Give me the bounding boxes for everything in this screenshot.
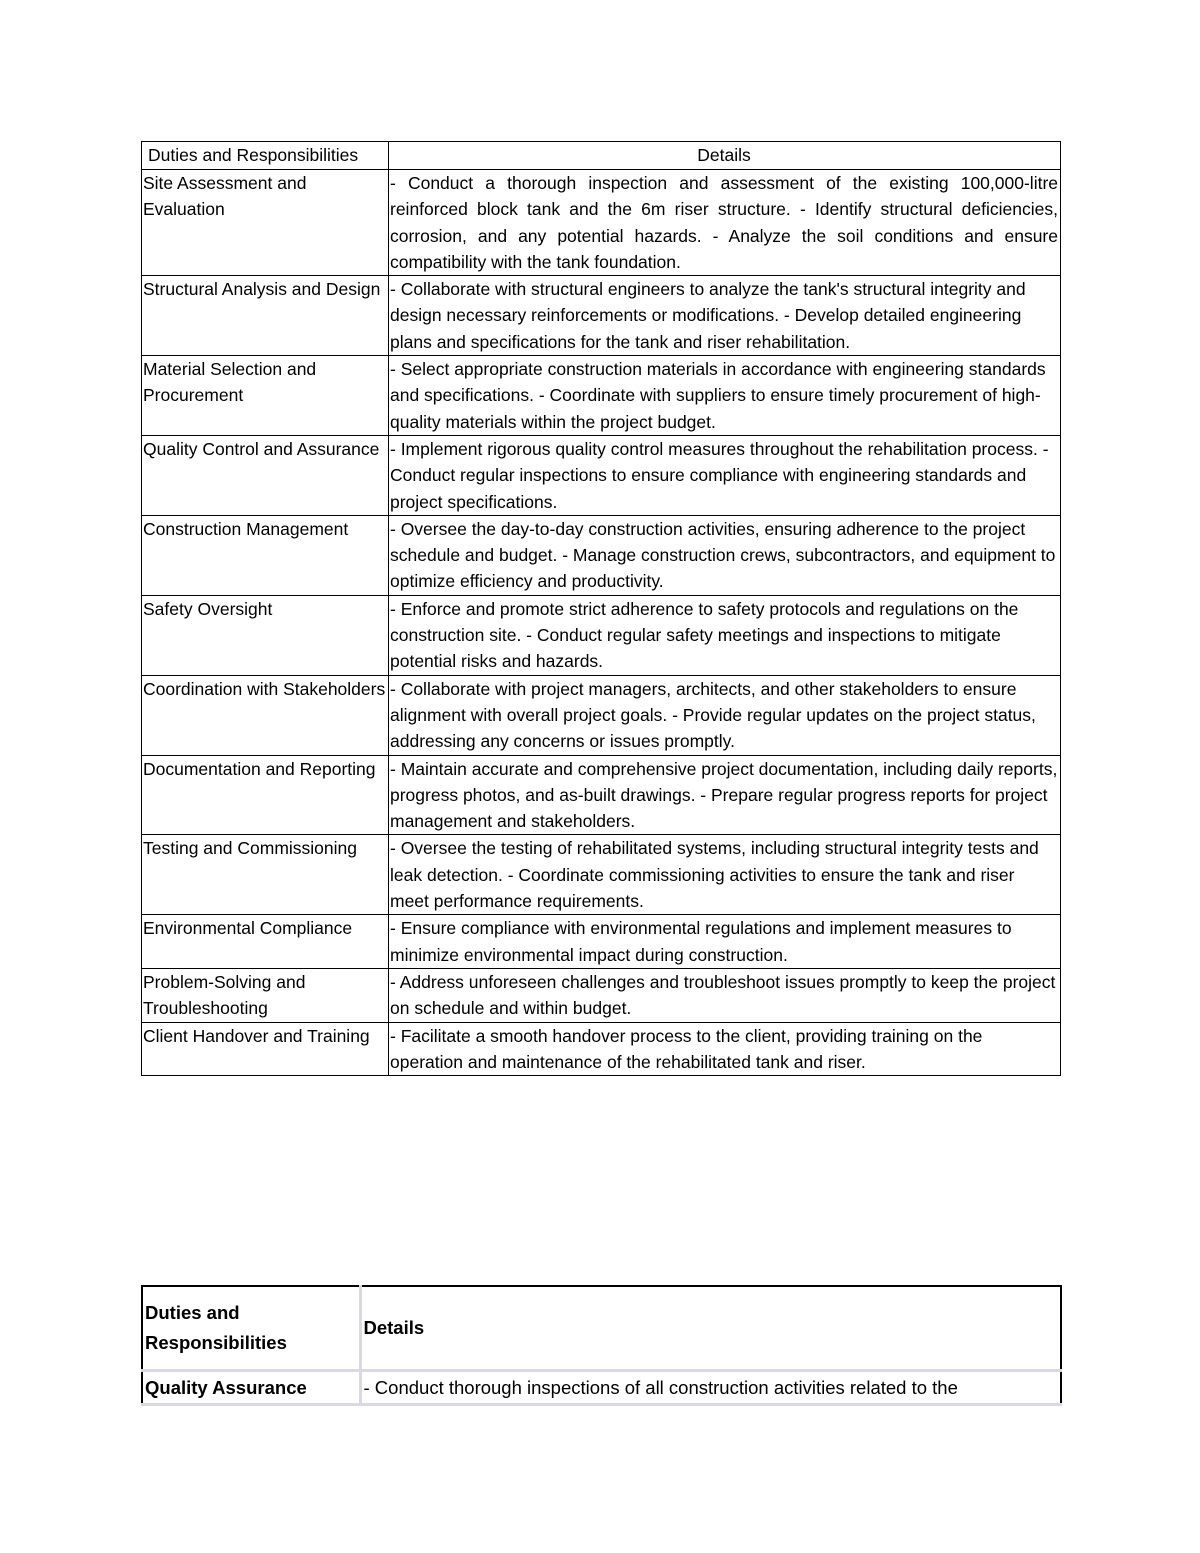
duty-cell: Testing and Commissioning: [142, 835, 389, 915]
duty-cell: Client Handover and Training: [142, 1022, 389, 1076]
table-row: [142, 435, 1061, 515]
table-header-row: [142, 142, 1061, 170]
details-cell: - Enforce and promote strict adherence to safety protocols and regulations on the construction site. - Conduct regular safety meetings and inspections to mitigate potential risks and hazards.: [389, 595, 1061, 675]
header-details: Details: [360, 1286, 1061, 1371]
table-row: [142, 595, 1061, 675]
duty-cell: Environmental Compliance: [142, 915, 389, 969]
details-cell: - Conduct thorough inspections of all construction activities related to the: [360, 1371, 1061, 1405]
table-row: [142, 515, 1061, 595]
duty-cell: Quality Control and Assurance: [142, 435, 389, 515]
details-cell: - Address unforeseen challenges and troubleshoot issues promptly to keep the project on schedule and within budget.: [389, 968, 1061, 1022]
table-row: [142, 915, 1061, 969]
duty-cell: Problem-Solving and Troubleshooting: [142, 968, 389, 1022]
details-cell: - Collaborate with structural engineers to analyze the tank's structural integrity and design necessary reinforcements or modifications. - Develop detailed engineering plans and specifications for the tank and riser rehabilitation.: [389, 276, 1061, 356]
header-duties: Duties and Responsibilities: [142, 1286, 360, 1371]
duty-cell: Documentation and Reporting: [142, 755, 389, 835]
table-row: [142, 835, 1061, 915]
details-cell: - Implement rigorous quality control measures throughout the rehabilitation process. - Conduct regular inspections to ensure compliance with engineering standards and project specifications.: [389, 435, 1061, 515]
table-row: [142, 276, 1061, 356]
table-header-row: [142, 1286, 1061, 1371]
table-row: [142, 755, 1061, 835]
table-row: [142, 356, 1061, 436]
table-row: [142, 968, 1061, 1022]
details-cell: - Oversee the day-to-day construction activities, ensuring adherence to the project schedule and budget. - Manage construction crews, subcontractors, and equipment to optimize efficiency and productivity.: [389, 515, 1061, 595]
duty-cell: Site Assessment and Evaluation: [142, 170, 389, 276]
duties-table: [141, 141, 1061, 1076]
details-cell: - Select appropriate construction materials in accordance with engineering standards and specifications. - Coordinate with suppliers to ensure timely procurement of high-quality materials within the project budget.: [389, 356, 1061, 436]
details-cell: - Facilitate a smooth handover process to the client, providing training on the operation and maintenance of the rehabilitated tank and riser.: [389, 1022, 1061, 1076]
details-cell: - Oversee the testing of rehabilitated systems, including structural integrity tests and leak detection. - Coordinate commissioning activities to ensure the tank and riser meet performance requirements.: [389, 835, 1061, 915]
duty-cell: Quality Assurance: [142, 1371, 360, 1405]
duty-cell: Safety Oversight: [142, 595, 389, 675]
details-cell: - Conduct a thorough inspection and assessment of the existing 100,000-litre reinforced block tank and the 6m riser structure. - Identify structural deficiencies, corrosion, and any potential hazards. - Analyze the soil conditions and ensure compatibility with the tank foundation.: [389, 170, 1061, 276]
header-details: Details: [389, 142, 1061, 170]
table-row: [142, 1371, 1061, 1405]
table-row: [142, 1022, 1061, 1076]
table-row: [142, 675, 1061, 755]
duty-cell: Structural Analysis and Design: [142, 276, 389, 356]
quality-assurance-table: [141, 1285, 1062, 1406]
table-row: [142, 170, 1061, 276]
details-cell: - Maintain accurate and comprehensive project documentation, including daily reports, progress photos, and as-built drawings. - Prepare regular progress reports for project management and stakeholders.: [389, 755, 1061, 835]
duty-cell: Material Selection and Procurement: [142, 356, 389, 436]
duty-cell: Coordination with Stakeholders: [142, 675, 389, 755]
details-cell: - Ensure compliance with environmental regulations and implement measures to minimize environmental impact during construction.: [389, 915, 1061, 969]
details-cell: - Collaborate with project managers, architects, and other stakeholders to ensure alignment with overall project goals. - Provide regular updates on the project status, addressing any concerns or issues promptly.: [389, 675, 1061, 755]
header-duties: Duties and Responsibilities: [142, 142, 389, 170]
duty-cell: Construction Management: [142, 515, 389, 595]
